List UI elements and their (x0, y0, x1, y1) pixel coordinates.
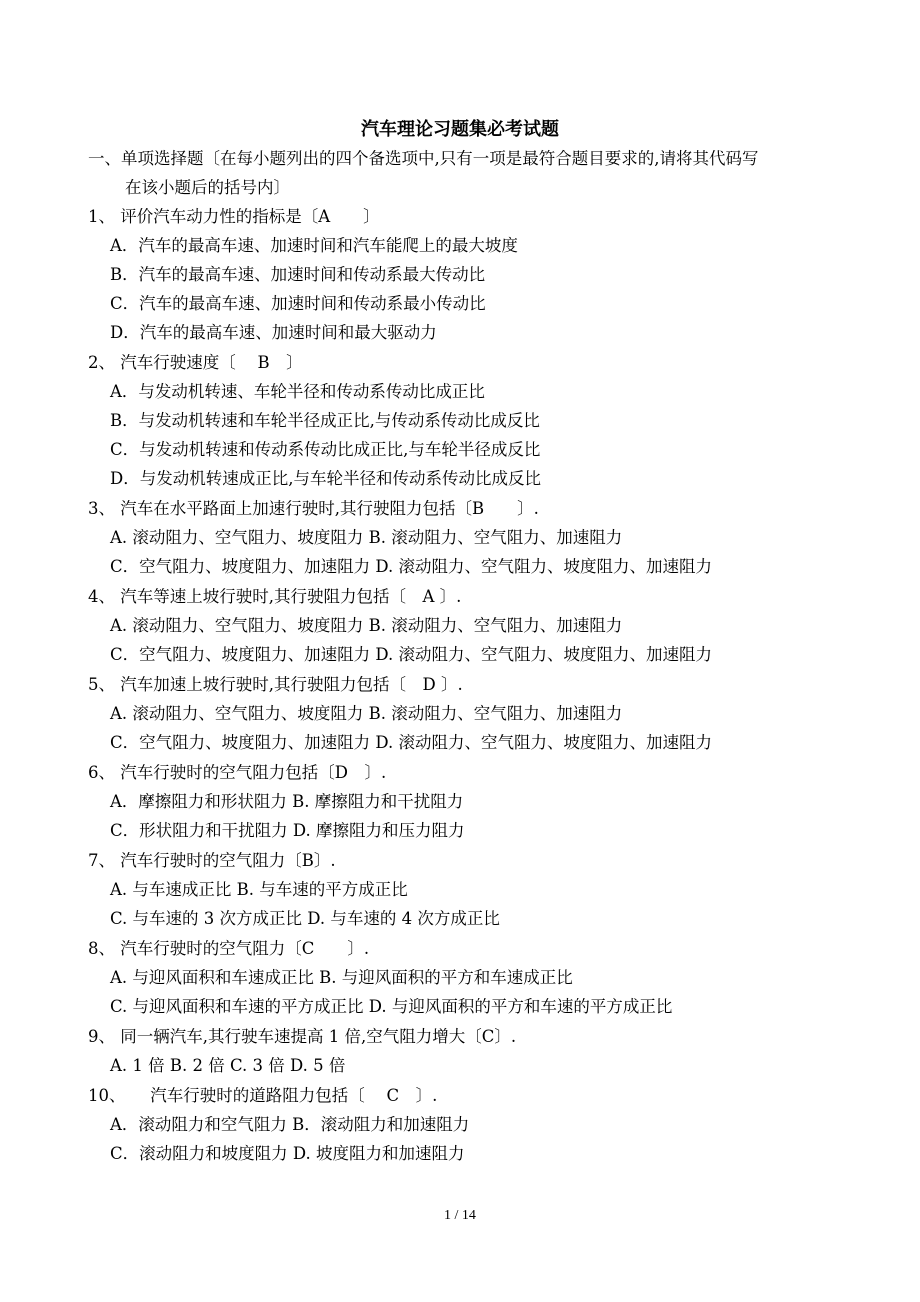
question-1-option-c: C．汽车的最高车速、加速时间和传动系最小传动比 (110, 294, 486, 313)
question-3-options-cd: C．空气阻力、坡度阻力、加速阻力 D. 滚动阻力、空气阻力、坡度阻力、加速阻力 (110, 557, 713, 576)
question-2: 2、 汽车行驶速度〔 B 〕 (88, 353, 303, 372)
question-4-options-cd: C．空气阻力、坡度阻力、加速阻力 D. 滚动阻力、空气阻力、坡度阻力、加速阻力 (110, 645, 713, 664)
question-8: 8、 汽车行驶时的空气阻力〔C 〕. (88, 939, 370, 958)
question-10-options-ab: A．滚动阻力和空气阻力 B．滚动阻力和加速阻力 (110, 1115, 470, 1134)
question-6: 6、 汽车行驶时的空气阻力包括〔D 〕. (88, 763, 387, 782)
question-1-option-a: A．汽车的最高车速、加速时间和汽车能爬上的最大坡度 (110, 236, 518, 255)
question-1-option-b: B．汽车的最高车速、加速时间和传动系最大传动比 (110, 265, 486, 284)
page-number: 1 / 14 (444, 1208, 476, 1223)
question-5-options-ab: A. 滚动阻力、空气阻力、坡度阻力 B. 滚动阻力、空气阻力、加速阻力 (110, 704, 623, 723)
question-5: 5、 汽车加速上坡行驶时,其行驶阻力包括〔 D 〕. (88, 675, 463, 694)
section-heading: 一、单项选择题〔在每小题列出的四个备选项中,只有一项是最符合题目要求的,请将其代码写 (88, 149, 759, 168)
question-1-option-d: D．汽车的最高车速、加速时间和最大驱动力 (110, 323, 437, 342)
question-9: 9、 同一辆汽车,其行驶车速提高 1 倍,空气阻力增大〔C〕. (88, 1027, 517, 1046)
question-4: 4、 汽车等速上坡行驶时,其行驶阻力包括〔 A 〕. (88, 587, 462, 606)
question-7: 7、 汽车行驶时的空气阻力〔B〕. (88, 851, 336, 870)
question-7-options-ab: A. 与车速成正比 B. 与车速的平方成正比 (110, 880, 408, 899)
question-2-option-d: D．与发动机转速成正比,与车轮半径和传动系传动比成反比 (110, 469, 541, 488)
question-5-options-cd: C．空气阻力、坡度阻力、加速阻力 D. 滚动阻力、空气阻力、坡度阻力、加速阻力 (110, 733, 713, 752)
question-4-options-ab: A. 滚动阻力、空气阻力、坡度阻力 B. 滚动阻力、空气阻力、加速阻力 (110, 616, 623, 635)
question-2-option-a: A．与发动机转速、车轮半径和传动系传动比成正比 (110, 382, 485, 401)
question-10-options-cd: C．滚动阻力和坡度阻力 D. 坡度阻力和加速阻力 (110, 1144, 465, 1163)
question-3-options-ab: A. 滚动阻力、空气阻力、坡度阻力 B. 滚动阻力、空气阻力、加速阻力 (110, 528, 623, 547)
section-heading-continuation: 在该小题后的括号内〕 (125, 178, 290, 197)
question-1: 1、 评价汽车动力性的指标是〔A 〕 (88, 207, 380, 226)
question-2-option-c: C．与发动机转速和传动系传动比成正比,与车轮半径成反比 (110, 440, 541, 459)
question-2-option-b: B．与发动机转速和车轮半径成正比,与传动系传动比成反比 (110, 411, 540, 430)
page-title: 汽车理论习题集必考试题 (361, 119, 559, 140)
question-7-options-cd: C. 与车速的 3 次方成正比 D. 与车速的 4 次方成正比 (110, 909, 500, 928)
question-10: 10、 汽车行驶时的道路阻力包括〔 C 〕. (88, 1086, 438, 1105)
question-6-options-cd: C．形状阻力和干扰阻力 D. 摩擦阻力和压力阻力 (110, 821, 465, 840)
question-8-options-cd: C. 与迎风面积和车速的平方成正比 D. 与迎风面积的平方和车速的平方成正比 (110, 997, 673, 1016)
question-6-options-ab: A．摩擦阻力和形状阻力 B. 摩擦阻力和干扰阻力 (110, 792, 464, 811)
question-8-options-ab: A. 与迎风面积和车速成正比 B. 与迎风面积的平方和车速成正比 (110, 968, 573, 987)
question-9-options: A. 1 倍 B. 2 倍 C. 3 倍 D. 5 倍 (110, 1056, 346, 1075)
question-3: 3、 汽车在水平路面上加速行驶时,其行驶阻力包括〔B 〕. (88, 499, 539, 518)
